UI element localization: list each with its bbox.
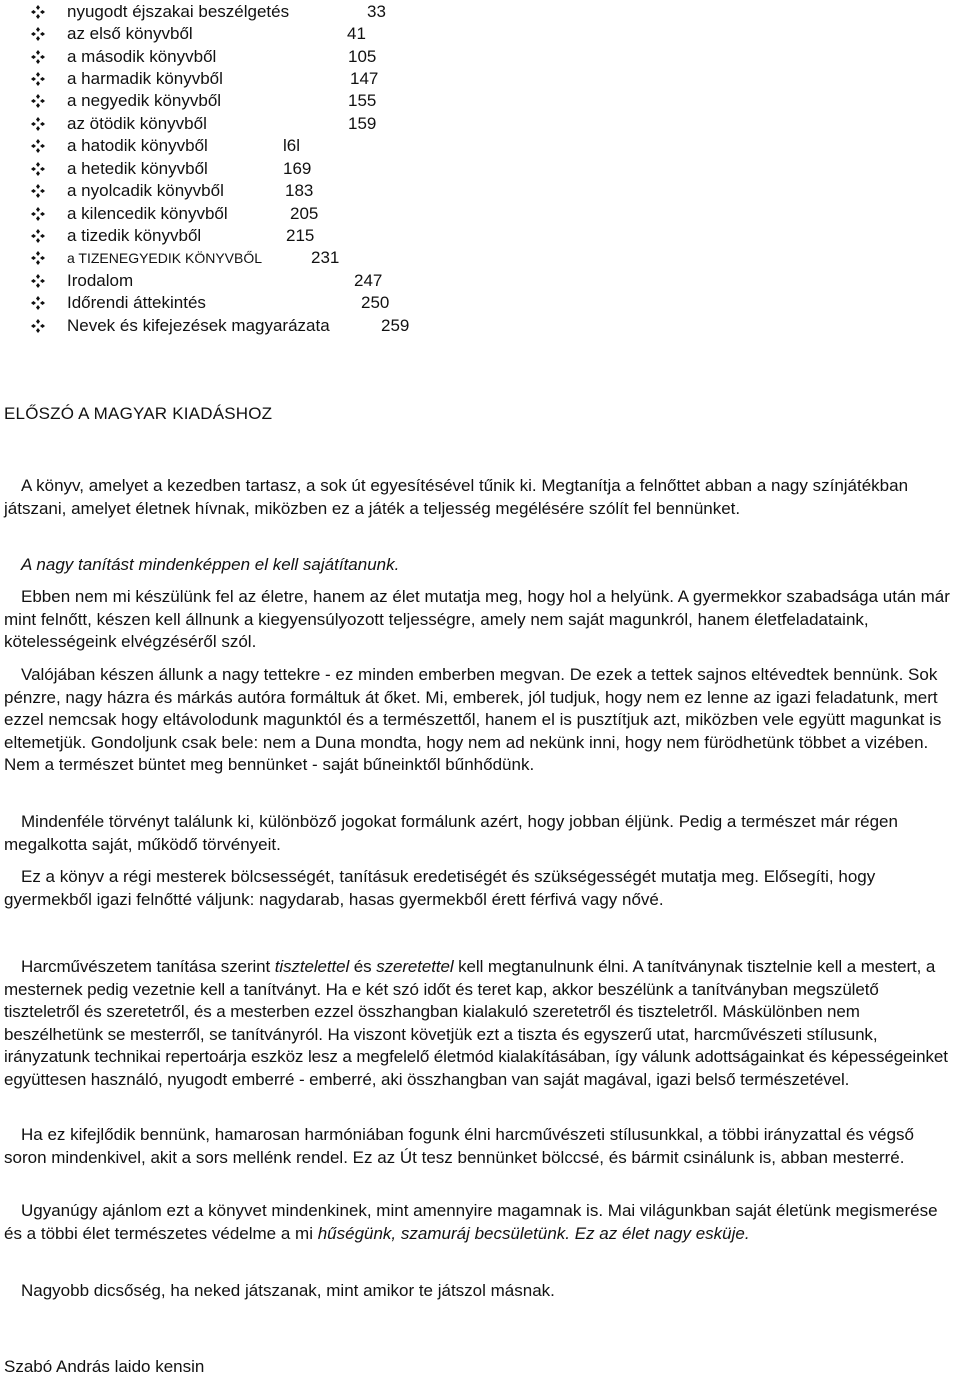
toc-page-number: 105 [348,47,377,66]
diamond-bullet-icon [31,319,45,333]
paragraph-3: Ebben nem mi készülünk fel az életre, hanem az élet mutatja meg, hogy hol a helyünk. A gyermekkor szabadsága után már mint felnőtt, készen kell állnunk a kiegyensúlyozott teljességre, amely nem saját magunkról, hanem életfeladataink, kötelességeink elvégzéséről szól. [4,587,950,651]
author-signature: Szabó András laido kensin [4,1357,205,1376]
toc-entry [0,270,960,292]
toc-page-number: 183 [285,181,314,200]
paragraph-10: Nagyobb dicsőség, ha neked játszanak, mint amikor te játszol másnak. [21,1281,555,1300]
toc-label: nyugodt éjszakai beszélgetés [67,2,290,21]
diamond-bullet-icon [31,72,45,86]
paragraph-7-part-a: Harcművészetem tanítása szerint [21,957,275,976]
toc-entry [0,68,960,90]
toc-page-number: l6l [283,136,301,155]
toc-label: a hatodik könyvből [67,136,208,155]
toc-label: Irodalom [67,271,134,290]
diamond-bullet-icon [31,296,45,310]
toc-label: az első könyvből [67,24,193,43]
toc-entry [0,225,960,247]
paragraph-7-part-c: kell megtanulnunk élni. A tanítványnak tisztelnie kell a mestert, a mesternek pedig vezetnie kell a tanítványt. Ha e két szó időt és teret kap, akkor beszélünk a tanítványban megszülető tiszteletről és szeretetről, és a mesterben ezzel összhangban kialakuló szeretetről és tiszteletről. Máskülönben nem beszélhetünk se mesterről, se tanítványról. Ha viszont követjük ezt a tiszta és egyszerű utat, harcművészeti stílusunk, irányzatunk technikai repertoárja eszköz lesz a megfelelő életmód kialakításában, így válunk adottságainkat és képességeinket együttesen használó, nyugodt emberré - emberré, aki összhangban van saját magával, igazi belső természetével. [4,957,948,1089]
toc-entry [0,113,960,135]
toc-label: a harmadik könyvből [67,69,223,88]
toc-entry [0,292,960,314]
toc-label: a TIZENEGYEDIK KÖNYVBŐL [67,250,263,266]
toc-page-number: 147 [350,69,379,88]
toc-label: az ötödik könyvből [67,114,207,133]
toc-label: a kilencedik könyvből [67,204,228,223]
paragraph-1: A könyv, amelyet a kezedben tartasz, a sok út egyesítésével tűnik ki. Megtanítja a felnőttet abban a nagy színjátékban játszani, amelyet életnek hívnak, miközben ez a játék a teljesség megélésére szólít fel bennünket. [4,476,909,518]
diamond-bullet-icon [31,117,45,131]
toc-entry [0,1,960,23]
toc-label: a nyolcadik könyvből [67,181,224,200]
toc-page-number: 159 [348,114,377,133]
paragraph-7-part-b: és [349,957,377,976]
diamond-bullet-icon [31,27,45,41]
toc-label: Időrendi áttekintés [67,293,206,312]
diamond-bullet-icon [31,274,45,288]
paragraph-9 [4,1200,958,1245]
toc-entry [0,247,960,269]
paragraph-7-emphasis-1: tisztelettel [274,957,350,976]
paragraph-6: Ez a könyv a régi mesterek bölcsességét, tanításuk eredetiségét és szükségességét mutatja meg. Elősegíti, hogy gyermekből igazi felnőtté váljunk: nagydarab, hasas gyermekből érett férfivá vagy nővé. [4,867,876,909]
toc-label: Nevek és kifejezések magyarázata [67,316,330,335]
toc-entry [0,158,960,180]
paragraph-7-emphasis-2: szeretettel [376,957,454,976]
paragraph-8: Ha ez kifejlődik bennünk, hamarosan harmóniában fogunk élni harcművészeti stílusunkkal, a többi irányzattal és végső soron mindenkivel, akit a sors mellénk rendel. Ez az Út tesz bennünket bölccsé, és bármit csinálunk is, abban mesterré. [4,1125,914,1167]
preface-heading: ELŐSZÓ A MAGYAR KIADÁSHOZ [4,404,273,423]
toc-page-number: 41 [347,24,366,43]
toc-page-number: 250 [361,293,390,312]
toc-page-number: 259 [381,316,410,335]
toc-page-number: 247 [354,271,383,290]
toc-label: a második könyvből [67,47,217,66]
diamond-bullet-icon [31,162,45,176]
toc-entry [0,180,960,202]
diamond-bullet-icon [31,184,45,198]
diamond-bullet-icon [31,94,45,108]
paragraph-7 [4,956,958,1091]
toc-entry [0,315,960,337]
diamond-bullet-icon [31,5,45,19]
toc-label: a tizedik könyvből [67,226,202,245]
diamond-bullet-icon [31,139,45,153]
paragraph-5: Mindenféle törvényt találunk ki, különböző jogokat formálunk azért, hogy jobban éljünk. Pedig a természet már régen megalkotta saját, működő törvényeit. [4,812,898,854]
toc-page-number: 155 [348,91,377,110]
diamond-bullet-icon [31,207,45,221]
toc-entry [0,23,960,45]
toc-entry [0,46,960,68]
toc-entry [0,135,960,157]
diamond-bullet-icon [31,50,45,64]
toc-page-number: 205 [290,204,319,223]
toc-page-number: 169 [283,159,312,178]
toc-entry [0,90,960,112]
italic-statement: A nagy tanítást mindenképpen el kell sajátítanunk. [21,555,400,574]
diamond-bullet-icon [31,251,45,265]
diamond-bullet-icon [31,229,45,243]
toc-page-number: 33 [367,2,386,21]
toc-page-number: 231 [311,248,340,267]
toc-label: a negyedik könyvből [67,91,222,110]
toc-entry [0,203,960,225]
paragraph-4: Valójában készen állunk a nagy tettekre - ez minden emberben megvan. De ezek a tettek sajnos eltévedtek bennünk. Sok pénzre, nagy házra és márkás autóra formáltuk át őket. Mi, emberek, jól tudjuk, hogy nem ez lenne az igazi feladatunk, mert ezzel nemcsak hogy eltávolodunk magunktól és a természettől, hanem el is pusztítjuk azt, miközben vele együtt magunkat is eltemetjük. Gondoljunk csak bele: nem a Duna mondta, hogy nem ad nekünk inni, hogy nem fürödhetünk többet a vizében. Nem a természet büntet meg bennünket - saját bűneinktől bűnhődünk. [4,665,942,774]
paragraph-9-emphasis: hűségünk, szamuráj becsületünk. Ez az élet nagy esküje. [317,1223,750,1243]
paragraph-2 [4,554,958,577]
toc-page-number: 215 [286,226,315,245]
paragraph-9-part-a: Ugyanúgy ajánlom ezt a könyvet mindenkinek, mint amennyire magamnak is. Mai világunkban saját életünk megismerése és a többi élet természetes védelme a mi [4,1201,938,1243]
toc-label: a hetedik könyvből [67,159,208,178]
